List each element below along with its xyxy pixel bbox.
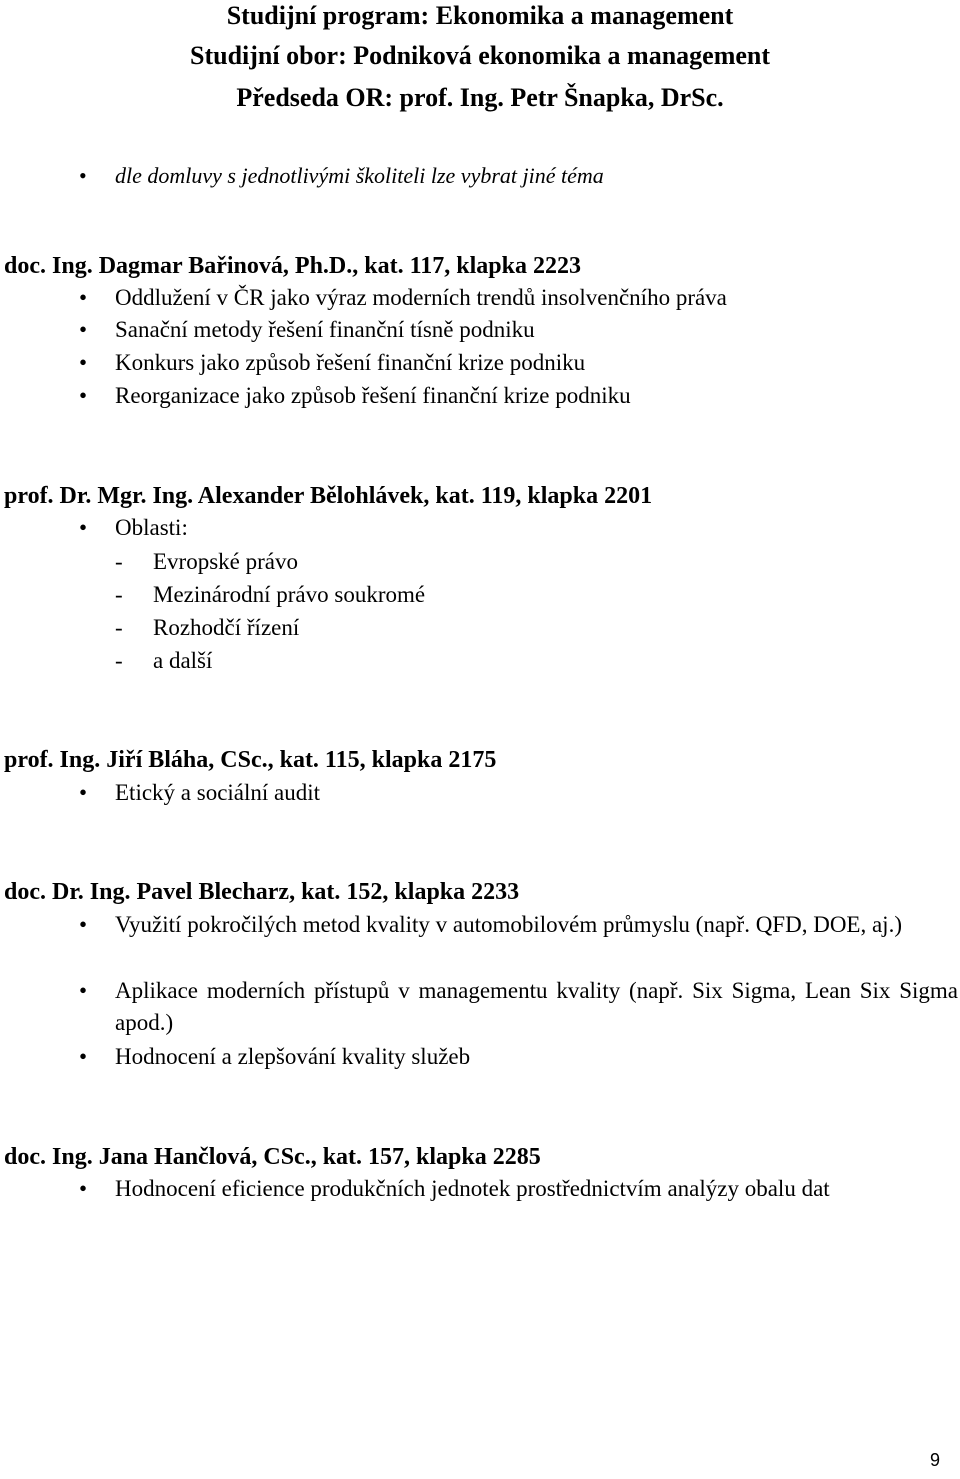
- area-item: [115, 645, 212, 677]
- topic-item: • Využití pokročilých metod kvality v automobilovém průmyslu (např. QFD, DOE, aj.): [115, 909, 958, 941]
- note-item: [115, 160, 604, 192]
- page-number: 9: [930, 1450, 941, 1470]
- topic-item: • Etický a sociální audit: [115, 777, 958, 809]
- supervisor-heading: prof. Dr. Mgr. Ing. Alexander Bělohlávek, kat. 119, klapka 2201: [4, 483, 653, 509]
- supervisor-heading: prof. Ing. Jiří Bláha, CSc., kat. 115, klapka 2175: [4, 747, 497, 773]
- dash-glyph: -: [115, 615, 123, 640]
- supervisor-heading: doc. Dr. Ing. Pavel Blecharz, kat. 152, klapka 2233: [4, 879, 520, 905]
- dash-glyph: -: [115, 549, 123, 574]
- area-text: Evropské právo: [153, 549, 298, 574]
- topic-item: • Hodnocení eficience produkčních jednotek prostřednictvím analýzy obalu dat: [115, 1173, 958, 1205]
- topic-item: • Konkurs jako způsob řešení finanční krize podniku: [115, 347, 958, 379]
- area-text: a další: [153, 648, 213, 673]
- dash-glyph: -: [115, 582, 123, 607]
- topic-item: • Reorganizace jako způsob řešení finanční krize podniku: [115, 380, 958, 412]
- area-item: [115, 579, 425, 611]
- area-text: Mezinárodní právo soukromé: [153, 582, 426, 607]
- topic-item: • Aplikace moderních přístupů v managementu kvality (např. Six Sigma, Lean Six Sigma apod.): [115, 975, 958, 1039]
- area-text: Rozhodčí řízení: [153, 615, 300, 640]
- program-title: Studijní program: Ekonomika a management: [226, 1, 734, 30]
- topic-item: • Sanační metody řešení finanční tísně podniku: [115, 314, 958, 346]
- chair-title: Předseda OR: prof. Ing. Petr Šnapka, DrSc.: [236, 83, 724, 112]
- area-item: [115, 546, 298, 578]
- dash-glyph: -: [115, 648, 123, 673]
- supervisor-heading: doc. Ing. Dagmar Bařinová, Ph.D., kat. 117, klapka 2223: [4, 253, 581, 279]
- note-text: dle domluvy s jednotlivými školiteli lze vybrat jiné téma: [115, 163, 604, 188]
- topic-item: • Hodnocení a zlepšování kvality služeb: [115, 1041, 958, 1073]
- topic-item: • Oddlužení v ČR jako výraz moderních trendů insolvenčního práva: [115, 282, 958, 314]
- area-item: [115, 612, 299, 644]
- supervisor-heading: doc. Ing. Jana Hančlová, CSc., kat. 157, klapka 2285: [4, 1144, 541, 1170]
- topic-item: • Oblasti:: [115, 512, 958, 544]
- field-title: Studijní obor: Podniková ekonomika a management: [189, 41, 771, 70]
